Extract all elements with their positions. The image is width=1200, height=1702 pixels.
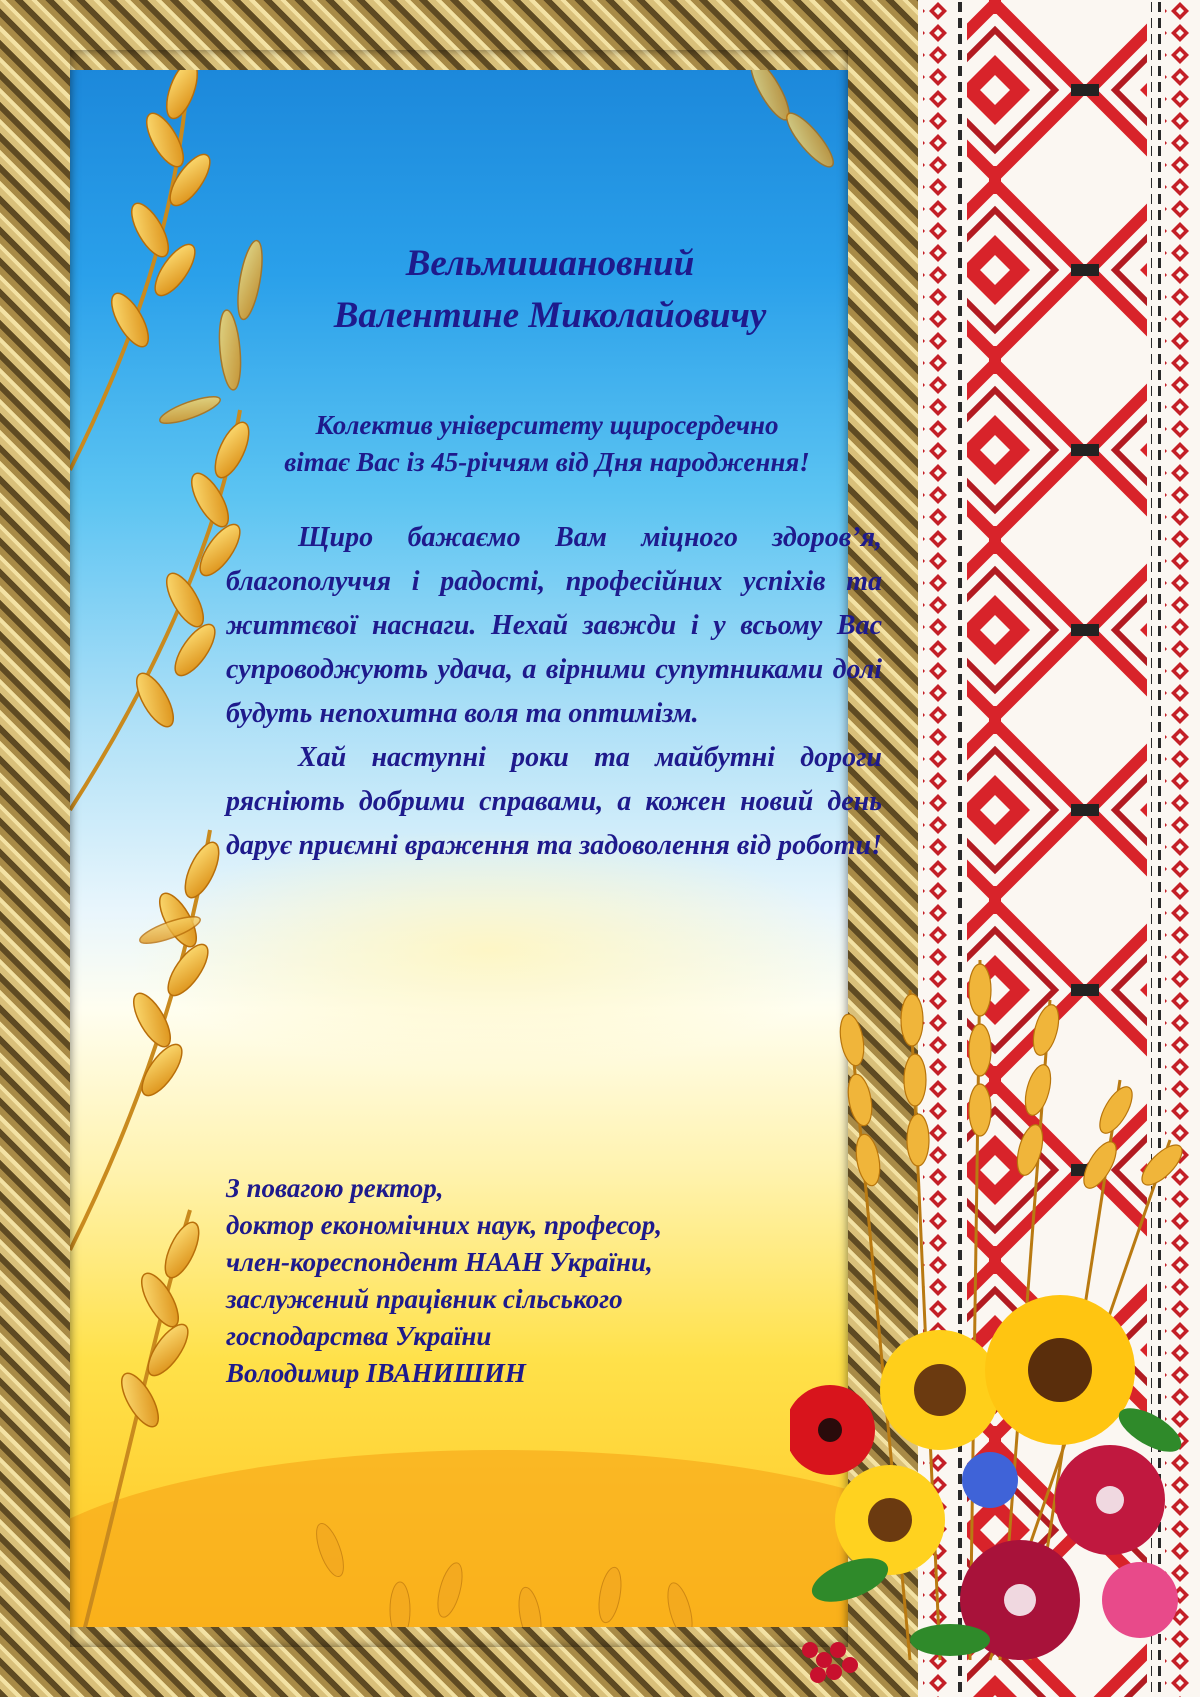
wishes-paragraph-1: Щиро бажаємо Вам міцного здоров’я, благополуччя і радості, професійних успіхів та життєвої наснаги. Нехай завжди і у всьому Вас супроводжують удача, а вірними супутниками долі будуть непохитна воля та оптимізм.	[226, 522, 882, 729]
greeting-line-1: Колектив університету щиросердечно	[315, 410, 779, 440]
salutation	[260, 238, 840, 342]
greeting	[212, 407, 882, 481]
salutation-recipient-name: Валентине Миколайовичу	[333, 295, 767, 336]
signature-honor-1: заслужений працівник сільського	[226, 1284, 623, 1314]
signature-honor-2: господарства України	[226, 1321, 492, 1351]
wishes-paragraph-2: Хай наступні роки та майбутні дороги рясніють добрими справами, а кожен новий день дарує приємні враження та задоволення від роботи!	[226, 742, 882, 861]
signature-name: Володимир ІВАНИШИН	[226, 1358, 526, 1388]
signature-degree: доктор економічних наук, професор,	[226, 1210, 662, 1240]
signature-membership: член-кореспондент НААН України,	[226, 1247, 653, 1277]
greeting-line-2: вітає Вас із 45-річчям від Дня народження!	[284, 447, 810, 477]
signature-closing: З повагою ректор,	[226, 1173, 444, 1203]
wishes-body	[226, 516, 882, 868]
signature-block	[226, 1170, 786, 1392]
embroidered-towel-ornament	[905, 0, 1200, 1697]
salutation-line-1: Вельмишановний	[405, 243, 695, 284]
